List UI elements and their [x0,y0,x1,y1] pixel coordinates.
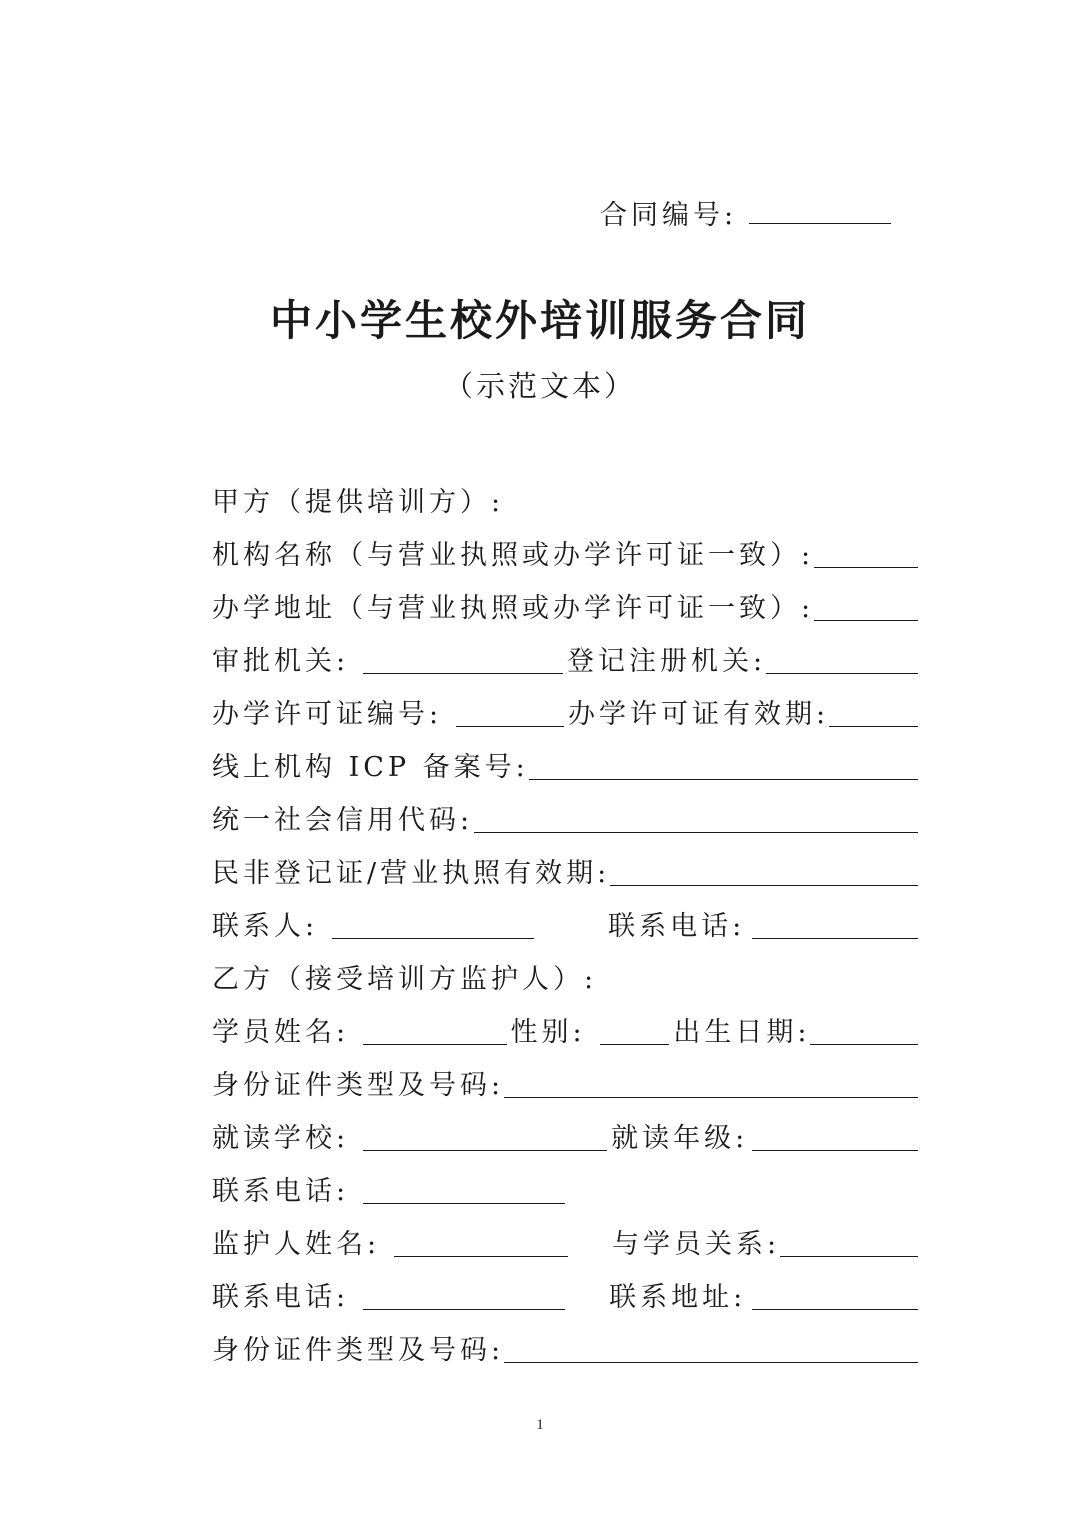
guardian-id-label: 身份证件类型及号码: [212,1335,505,1366]
guardian-address-label: 联系地址: [609,1282,747,1313]
grade-label: 就读年级: [611,1123,749,1154]
registration-validity-field[interactable] [610,884,918,886]
license-no-field[interactable] [456,725,564,727]
grade-field[interactable] [752,1149,918,1151]
guardian-id-row [212,1320,918,1373]
contact-person-label: 联系人: [212,911,319,942]
relationship-label: 与学员关系: [611,1229,781,1260]
party-a-heading: 甲方（提供培训方）: [212,487,505,518]
student-row [212,1002,918,1055]
icp-field[interactable] [529,778,918,780]
party-b-heading: 乙方（接受培训方监护人）: [212,964,598,995]
student-name-field[interactable] [363,1043,506,1045]
school-field[interactable] [363,1149,607,1151]
contract-number-row [600,192,891,232]
birth-date-field[interactable] [810,1043,918,1045]
license-row [212,684,918,737]
license-no-label: 办学许可证编号: [212,699,443,730]
party-a-phone-label: 联系电话: [608,911,746,942]
student-phone-label: 联系电话: [212,1176,350,1207]
page-subtitle: （示范文本） [443,369,636,403]
student-phone-row [212,1161,918,1214]
icp-label: 线上机构 ICP 备案号: [212,752,529,783]
approval-authority-label: 审批机关: [212,646,350,677]
registration-authority-label: 登记注册机关: [566,646,767,677]
guardian-address-field[interactable] [752,1308,918,1310]
org-name-field[interactable] [814,566,918,568]
guardian-name-label: 监护人姓名: [212,1229,381,1260]
school-address-label: 办学地址（与营业执照或办学许可证一致）: [212,593,815,624]
guardian-phone-field[interactable] [363,1308,565,1310]
gender-field[interactable] [600,1043,670,1045]
org-name-row [212,525,918,578]
school-address-row [212,578,918,631]
guardian-name-field[interactable] [394,1255,568,1257]
icp-row [212,737,918,790]
registration-authority-field[interactable] [766,672,918,674]
student-name-label: 学员姓名: [212,1017,350,1048]
contract-number-field[interactable] [749,222,891,224]
license-validity-label: 办学许可证有效期: [567,699,830,730]
gender-label: 性别: [510,1017,586,1048]
registration-validity-label: 民非登记证/营业执照有效期: [212,858,611,889]
relationship-field[interactable] [780,1255,918,1257]
page-number: 1 [536,1417,544,1433]
guardian-phone-label: 联系电话: [212,1282,350,1313]
student-id-row [212,1055,918,1108]
contract-form [212,472,918,1373]
student-phone-field[interactable] [363,1202,565,1204]
birth-date-label: 出生日期: [673,1017,811,1048]
credit-code-label: 统一社会信用代码: [212,805,474,836]
approval-authority-field[interactable] [363,672,563,674]
contact-person-field[interactable] [332,937,534,939]
contract-number-label: 合同编号: [600,200,738,231]
guardian-row [212,1214,918,1267]
guardian-id-field[interactable] [504,1361,918,1363]
student-id-label: 身份证件类型及号码: [212,1070,505,1101]
party-a-phone-field[interactable] [752,937,918,939]
school-label: 就读学校: [212,1123,350,1154]
party-a-contact-row [212,896,918,949]
credit-code-field[interactable] [474,831,918,833]
school-address-field[interactable] [814,619,918,621]
party-b-heading-row [212,949,918,1002]
guardian-contact-row [212,1267,918,1320]
credit-code-row [212,790,918,843]
license-validity-field[interactable] [829,725,918,727]
org-name-label: 机构名称（与营业执照或办学许可证一致）: [212,540,815,571]
registration-validity-row [212,843,918,896]
school-row [212,1108,918,1161]
student-id-field[interactable] [504,1096,918,1098]
page-title: 中小学生校外培训服务合同 [269,296,810,345]
party-a-heading-row [212,472,918,525]
authority-row [212,631,918,684]
